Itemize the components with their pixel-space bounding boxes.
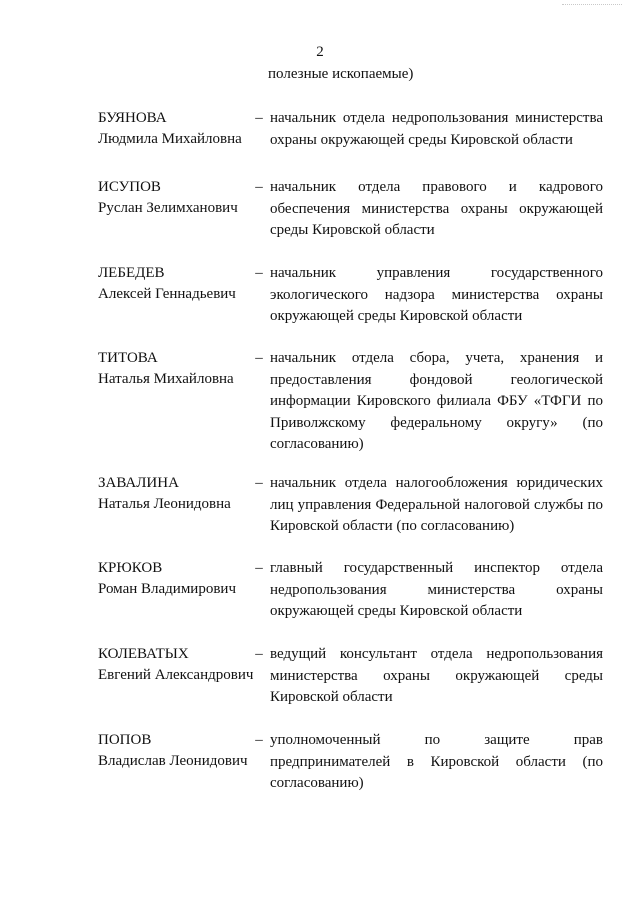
- member-name: [98, 177, 258, 218]
- member-position: начальник отдела налогообложения юридических лиц управления Федеральной налоговой службы по Кировской области (по согласованию): [270, 475, 603, 534]
- member-given-names: Алексей Геннадьевич: [98, 285, 236, 302]
- member-surname: БУЯНОВА: [98, 110, 167, 126]
- member-name: [98, 730, 258, 771]
- member-name: [98, 348, 258, 389]
- member-surname: ЛЕБЕДЕВ: [98, 265, 165, 281]
- member-name: [98, 473, 258, 514]
- member-dash: –: [255, 732, 263, 748]
- member-dash: –: [255, 350, 263, 366]
- member-position: начальник управления государственного экологического надзора министерства охраны окружающей среды Кировской области: [270, 265, 603, 324]
- member-given-names: Наталья Леонидовна: [98, 495, 231, 512]
- continuation-text: полезные ископаемые): [268, 66, 414, 82]
- member-dash: –: [255, 110, 263, 126]
- member-name: [98, 644, 258, 685]
- member-surname: ИСУПОВ: [98, 179, 161, 195]
- member-surname: ПОПОВ: [98, 732, 152, 748]
- member-dash: –: [255, 646, 263, 662]
- member-name: [98, 263, 258, 304]
- member-position: главный государственный инспектор отдела недропользования министерства охраны окружающей среды Кировской области: [270, 560, 603, 619]
- member-given-names: Руслан Зелимханович: [98, 199, 238, 216]
- member-surname: ТИТОВА: [98, 350, 158, 366]
- member-name: [98, 558, 258, 599]
- member-surname: ЗАВАЛИНА: [98, 475, 179, 491]
- member-name: [98, 108, 258, 149]
- member-position: начальник отдела сбора, учета, хранения и предоставления фондовой геологической информации Кировского филиала ФБУ «ТФГИ по Приволжскому федеральному округу» (по согласованию): [270, 350, 603, 452]
- member-dash: –: [255, 560, 263, 576]
- member-given-names: Евгений Александрович: [98, 666, 254, 683]
- member-dash: –: [255, 475, 263, 491]
- member-given-names: Роман Владимирович: [98, 580, 236, 597]
- member-dash: –: [255, 265, 263, 281]
- member-surname: КРЮКОВ: [98, 560, 163, 576]
- member-position: уполномоченный по защите прав предпринимателей в Кировской области (по согласованию): [270, 732, 603, 791]
- scan-corner-mark: [562, 4, 622, 11]
- member-dash: –: [255, 179, 263, 195]
- member-surname: КОЛЕВАТЫХ: [98, 646, 189, 662]
- member-position: начальник отдела недропользования министерства охраны окружающей среды Кировской области: [270, 110, 603, 148]
- member-given-names: Владислав Леонидович: [98, 752, 248, 769]
- member-given-names: Людмила Михайловна: [98, 130, 242, 147]
- member-position: начальник отдела правового и кадрового обеспечения министерства охраны окружающей среды Кировской области: [270, 179, 603, 238]
- member-position: ведущий консультант отдела недропользования министерства охраны окружающей среды Кировской области: [270, 646, 603, 705]
- member-given-names: Наталья Михайловна: [98, 370, 234, 387]
- page-number: 2: [316, 44, 324, 60]
